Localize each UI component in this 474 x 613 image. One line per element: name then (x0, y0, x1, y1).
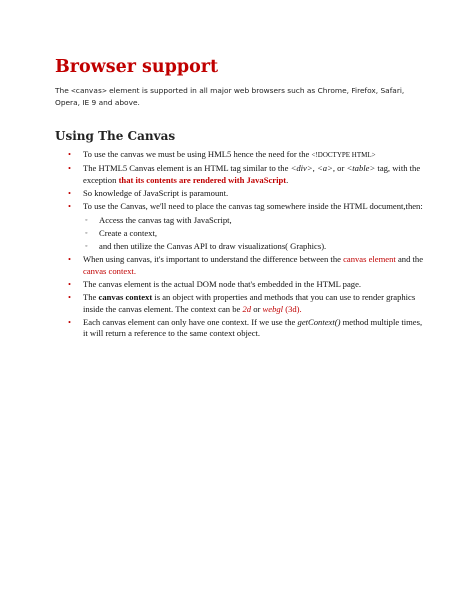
getcontext-method: getContext() (297, 316, 341, 327)
list-item-text: The canvas element is the actual DOM node that's embedded in the HTML page. (83, 278, 362, 289)
doctype-tag: <!DOCTYPE HTML> (311, 151, 376, 159)
sub-list (83, 215, 425, 253)
list-item-text: method multiple times, it will return a reference to the same context object. (83, 316, 423, 339)
sub-list-item-text: Access the canvas tag with JavaScript, (99, 214, 232, 225)
list-item (55, 201, 425, 252)
list-item (55, 254, 425, 277)
list-item-text: tag, with the exception (83, 163, 421, 185)
sub-bullet-icon: ◦ (85, 228, 88, 237)
canvas-context-bold: canvas context (98, 292, 153, 302)
intro-text-after: element is supported in all major web browsers such as Chrome, Firefox, Safari, Opera, IE 9 and above. (55, 86, 405, 107)
canvas-element-term: canvas element (343, 254, 396, 265)
page-title: Browser support (55, 57, 219, 77)
list-item-text: So knowledge of JavaScript is paramount. (83, 187, 229, 198)
table-tag: <table> (346, 163, 376, 174)
list-item-text: . (286, 174, 289, 185)
list-item-text: To use the canvas we must be using HML5 hence the need for the (83, 149, 312, 159)
bullet-icon: • (68, 201, 72, 212)
bullet-icon: • (68, 254, 72, 265)
sub-bullet-icon: ◦ (85, 241, 88, 250)
bullet-icon: • (68, 278, 72, 289)
list-item (55, 163, 425, 186)
context-3d-term: (3d). (283, 303, 302, 314)
intro-code-canvas: <canvas> (71, 86, 107, 95)
list-item-text: To use the Canvas, we'll need to place the canvas tag somewhere inside the HTML document,then: (83, 201, 423, 212)
canvas-context-term: canvas context. (83, 265, 136, 276)
emphasis-text: that its contents are rendered with JavaScript (118, 174, 287, 185)
section-heading: Using The Canvas (55, 129, 176, 143)
list-item (55, 317, 425, 340)
div-tag: <div> (290, 163, 313, 174)
list-item (55, 188, 425, 200)
bullet-icon: • (68, 292, 72, 302)
intro-paragraph (55, 85, 425, 109)
list-item (55, 149, 425, 162)
list-item-text: Each canvas element can only have one context. If we use the (83, 316, 298, 327)
document-content (55, 56, 425, 341)
list-item-text: When using canvas, it's important to understand the difference between the (83, 254, 344, 265)
sub-list-item (83, 228, 425, 240)
bullet-icon: • (68, 316, 72, 327)
list-item-text: or (251, 303, 263, 314)
list-item (55, 292, 425, 315)
bullet-icon: • (68, 163, 72, 174)
separator: , (312, 163, 317, 174)
sub-list-item (83, 241, 425, 253)
sub-list-item (83, 215, 425, 227)
bullet-icon: • (68, 149, 72, 159)
separator: , or (332, 163, 347, 174)
intro-text-before: The (55, 86, 72, 95)
list-item-text: is an object with properties and methods that you can use to render graphics inside the canvas element. The context can be (83, 292, 416, 314)
sub-bullet-icon: ◦ (85, 215, 88, 224)
context-webgl-term: webgl (262, 303, 284, 314)
a-tag: <a> (316, 163, 333, 174)
list-item-text: and the (395, 254, 424, 265)
sub-list-item-text: and then utilize the Canvas API to draw visualizations( Graphics). (99, 240, 327, 251)
sub-list-item-text: Create a context, (99, 227, 157, 238)
bullet-icon: • (68, 187, 72, 198)
bullet-list (55, 149, 425, 340)
context-2d-term: 2d (242, 303, 252, 314)
list-item-text: The HTML5 Canvas element is an HTML tag similar to the (83, 163, 291, 174)
list-item (55, 279, 425, 291)
list-item-text: The (83, 292, 99, 302)
